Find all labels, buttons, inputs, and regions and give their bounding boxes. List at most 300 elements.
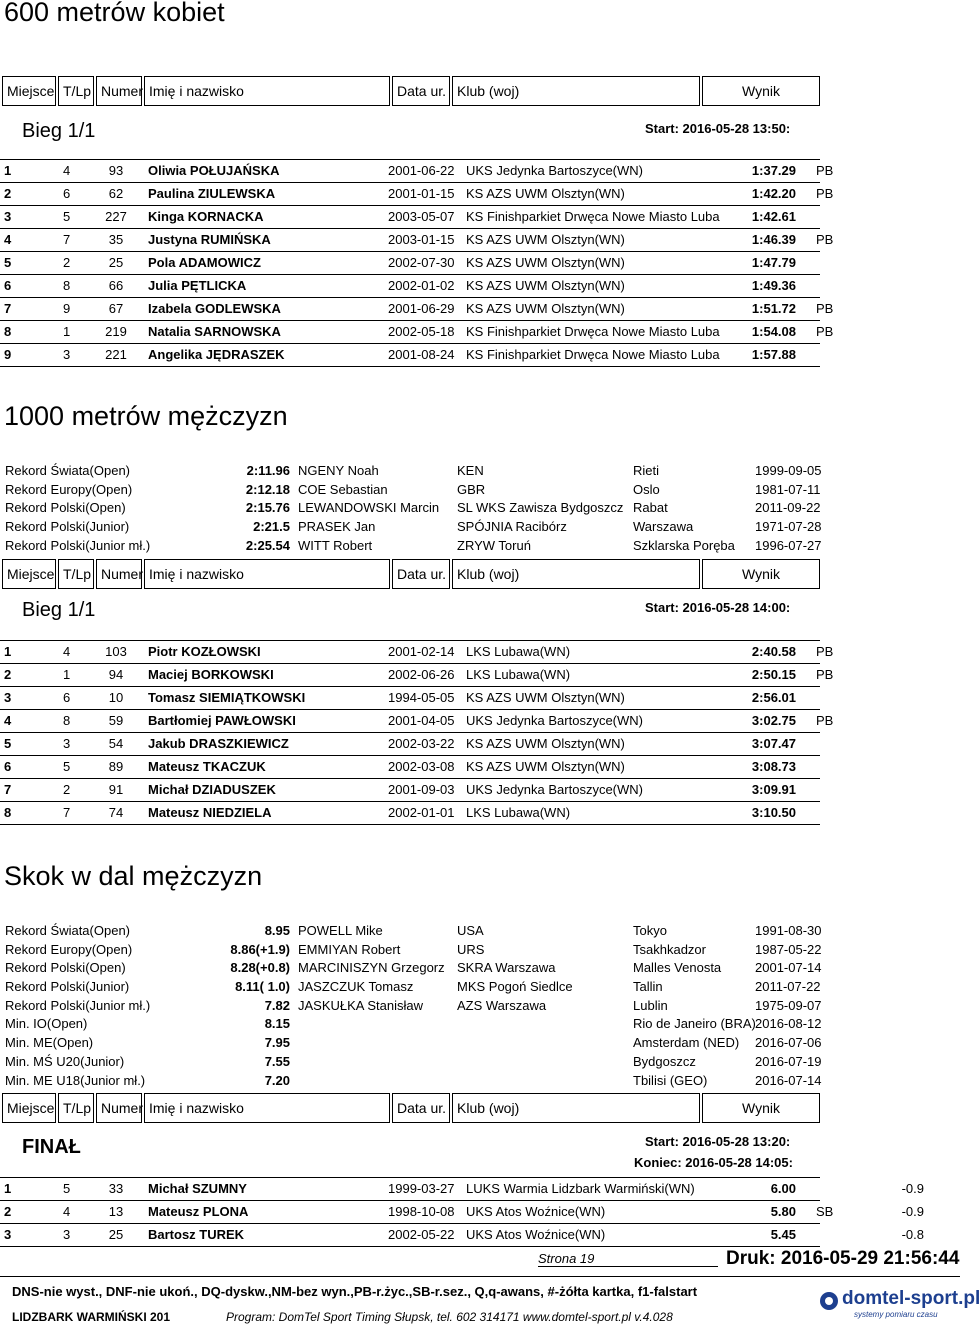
cell-dob: 1999-03-27 (388, 1181, 455, 1196)
cell-name: Bartłomiej PAWŁOWSKI (148, 713, 296, 728)
cell-place: 7 (4, 782, 12, 797)
record-result: 2:12.18 (245, 481, 290, 497)
record-city: Bydgoszcz (633, 1053, 696, 1069)
cell-number: 10 (108, 690, 124, 705)
header-number: Numer (96, 559, 142, 589)
cell-lane: 9 (63, 301, 71, 316)
cell-lane: 7 (63, 805, 71, 820)
record-label: Rekord Europy(Open) (5, 481, 133, 497)
cell-lane: 3 (63, 347, 71, 362)
record-result: 8.28(+0.8) (230, 960, 290, 976)
cell-lane: 1 (63, 667, 71, 682)
header-lane: T/Lp (58, 76, 94, 106)
record-row (0, 940, 830, 959)
record-row (0, 921, 830, 940)
cell-lane: 3 (63, 736, 71, 751)
cell-note: PB (816, 186, 834, 201)
record-row (0, 480, 830, 499)
cell-note: PB (816, 232, 834, 247)
cell-club: KS AZS UWM Olsztyn(WN) (466, 278, 625, 293)
cell-place: 8 (4, 324, 12, 339)
record-row (0, 996, 830, 1015)
cell-result: 1:37.29 (751, 163, 796, 178)
record-date: 1999-09-05 (755, 463, 822, 478)
record-name: MARCINISZYN Grzegorz (298, 960, 445, 976)
start-time: Start: 2016-05-28 14:00: (645, 600, 791, 615)
header-club: Klub (woj) (452, 76, 700, 106)
cell-name: Michał SZUMNY (148, 1181, 247, 1196)
cell-number: 66 (108, 278, 124, 293)
record-date: 2011-09-22 (755, 500, 821, 516)
record-name: EMMIYAN Robert (298, 941, 401, 957)
cell-place: 4 (4, 713, 12, 728)
cell-dob: 1998-10-08 (388, 1204, 455, 1219)
cell-result: 2:50.15 (751, 667, 796, 682)
record-result: 8.15 (264, 1016, 290, 1032)
cell-name: Tomasz SIEMIĄTKOWSKI (148, 690, 306, 705)
record-row (0, 461, 830, 480)
cell-result: 2:40.58 (751, 644, 796, 659)
cell-number: 25 (108, 255, 124, 270)
results-header (0, 76, 960, 108)
record-result: 2:21.5 (253, 519, 290, 535)
table-row (0, 802, 820, 825)
cell-name: Julia PĘTLICKA (148, 278, 247, 293)
record-label: Min. MŚ U20(Junior) (5, 1053, 125, 1069)
cell-name: Piotr KOZŁOWSKI (148, 644, 261, 659)
header-dob: Data ur. (392, 76, 450, 106)
cell-dob: 2002-05-22 (388, 1227, 455, 1242)
record-city: Oslo (633, 481, 660, 497)
record-name: JASKUŁKA Stanisław (298, 997, 424, 1013)
record-name: JASZCZUK Tomasz (298, 979, 414, 995)
cell-note: PB (816, 324, 834, 339)
record-city: Lublin (633, 997, 668, 1013)
record-city: Tbilisi (GEO) (633, 1072, 708, 1088)
table-row (0, 756, 820, 779)
record-country: SKRA Warszawa (457, 960, 556, 976)
record-city: Warszawa (633, 519, 694, 535)
results-table (0, 640, 834, 825)
cell-lane: 3 (63, 1227, 71, 1242)
heat-label: Bieg 1/1 (22, 120, 96, 142)
record-result: 8.86(+1.9) (230, 941, 290, 957)
cell-dob: 2001-06-29 (388, 301, 455, 316)
cell-number: 35 (108, 232, 124, 247)
cell-place: 3 (4, 1227, 12, 1242)
record-date: 1971-07-28 (755, 519, 822, 535)
cell-dob: 2001-04-05 (388, 713, 455, 728)
cell-name: Pola ADAMOWICZ (148, 255, 261, 270)
cell-club: KS Finishparkiet Drwęca Nowe Miasto Luba (466, 324, 720, 339)
logo-text: domtel-sport.pl (842, 1288, 980, 1309)
record-result: 7.20 (264, 1072, 290, 1088)
record-date: 2001-07-14 (755, 960, 822, 976)
cell-dob: 2001-02-14 (388, 644, 455, 659)
record-city: Rio de Janeiro (BRA) (633, 1016, 756, 1032)
record-country: MKS Pogoń Siedlce (457, 979, 573, 995)
table-row (0, 710, 834, 733)
cell-dob: 2002-01-02 (388, 278, 455, 293)
record-result: 8.11( 1.0) (235, 979, 290, 995)
record-country: GBR (457, 481, 486, 497)
cell-place: 7 (4, 301, 12, 316)
cell-club: KS AZS UWM Olsztyn(WN) (466, 690, 625, 705)
cell-name: Izabela GODLEWSKA (148, 301, 281, 316)
cell-name: Paulina ZIULEWSKA (148, 186, 276, 201)
header-place: Miejsce (2, 76, 56, 106)
cell-name: Jakub DRASZKIEWICZ (148, 736, 289, 751)
cell-lane: 6 (63, 186, 71, 201)
cell-club: UKS Atos Woźnice(WN) (466, 1227, 606, 1242)
record-row (0, 958, 830, 977)
records-table (0, 461, 830, 554)
event-location: LIDZBARK WARMIŃSKI 201 (12, 1310, 171, 1324)
record-row (0, 498, 830, 517)
cell-result: 1:42.20 (751, 186, 796, 201)
cell-lane: 8 (63, 278, 71, 293)
header-lane: T/Lp (58, 1093, 94, 1123)
table-row (0, 321, 834, 344)
cell-result: 1:46.39 (751, 232, 796, 247)
record-row (0, 517, 830, 536)
cell-place: 1 (4, 163, 12, 178)
record-date: 1981-07-11 (755, 481, 821, 497)
header-result: Wynik (702, 559, 820, 589)
cell-place: 2 (4, 667, 12, 682)
record-country: SPÓJNIA Racibórz (457, 519, 567, 535)
cell-number: 227 (105, 209, 127, 224)
record-result: 2:15.76 (245, 500, 290, 516)
cell-club: UKS Atos Woźnice(WN) (466, 1204, 606, 1219)
cell-number: 25 (108, 1227, 124, 1242)
cell-place: 3 (4, 690, 12, 705)
cell-club: KS AZS UWM Olsztyn(WN) (466, 186, 625, 201)
record-name: COE Sebastian (298, 481, 388, 497)
cell-number: 54 (108, 736, 124, 751)
event-title: Skok w dal mężczyzn (4, 861, 263, 891)
table-row (0, 252, 820, 275)
header-name: Imię i nazwisko (144, 1093, 390, 1123)
results-header (0, 559, 960, 591)
cell-dob: 2002-03-22 (388, 736, 455, 751)
header-number: Numer (96, 76, 142, 106)
table-row (0, 641, 834, 664)
record-row (0, 536, 830, 555)
record-result: 2:25.54 (245, 537, 290, 553)
record-city: Szklarska Poręba (633, 537, 735, 553)
cell-lane: 4 (63, 1204, 71, 1219)
cell-club: LKS Lubawa(WN) (466, 805, 571, 820)
cell-place: 2 (4, 1204, 12, 1219)
record-date: 1991-08-30 (755, 923, 822, 938)
print-timestamp: Druk: 2016-05-29 21:56:44 (726, 1248, 960, 1269)
record-date: 2016-08-12 (755, 1016, 822, 1032)
cell-club: UKS Jedynka Bartoszyce(WN) (466, 782, 643, 797)
record-label: Rekord Polski(Junior mł.) (5, 537, 151, 553)
cell-number: 13 (108, 1204, 124, 1219)
domtel-logo (820, 1288, 980, 1324)
cell-dob: 2001-08-24 (388, 347, 455, 362)
header-dob: Data ur. (392, 1093, 450, 1123)
record-label: Rekord Europy(Open) (5, 941, 133, 957)
cell-club: UKS Jedynka Bartoszyce(WN) (466, 713, 643, 728)
cell-lane: 4 (63, 644, 71, 659)
cell-number: 74 (108, 805, 124, 820)
cell-note: PB (816, 644, 834, 659)
cell-club: UKS Jedynka Bartoszyce(WN) (466, 163, 643, 178)
cell-result: 5.45 (770, 1227, 796, 1242)
cell-place: 6 (4, 759, 12, 774)
record-date: 1996-07-27 (755, 537, 822, 553)
record-country: KEN (457, 463, 484, 478)
cell-place: 5 (4, 736, 12, 751)
cell-name: Mateusz NIEDZIELA (148, 805, 272, 820)
record-result: 7.55 (264, 1053, 290, 1069)
cell-result: 3:07.47 (751, 736, 796, 751)
cell-club: KS AZS UWM Olsztyn(WN) (466, 255, 625, 270)
cell-note: PB (816, 713, 834, 728)
cell-lane: 5 (63, 759, 71, 774)
cell-number: 33 (108, 1181, 124, 1196)
program-credit: Program: DomTel Sport Timing Słupsk, tel. 602 314171 www.domtel-sport.pl v.4.028 (226, 1310, 673, 1324)
cell-result: 3:10.50 (751, 805, 796, 820)
record-name: WITT Robert (298, 537, 373, 553)
cell-dob: 2003-01-15 (388, 232, 455, 247)
record-label: Min. ME U18(Junior mł.) (5, 1072, 146, 1088)
cell-result: 1:42.61 (751, 209, 796, 224)
cell-club: KS AZS UWM Olsztyn(WN) (466, 301, 625, 316)
cell-place: 4 (4, 232, 12, 247)
cell-number: 59 (108, 713, 124, 728)
cell-lane: 5 (63, 209, 71, 224)
header-name: Imię i nazwisko (144, 559, 390, 589)
cell-place: 2 (4, 186, 12, 201)
record-country: AZS Warszawa (457, 997, 547, 1013)
record-date: 2016-07-19 (755, 1053, 822, 1069)
record-date: 1975-09-07 (755, 997, 822, 1013)
record-city: Amsterdam (NED) (633, 1035, 740, 1051)
cell-name: Bartosz TUREK (148, 1227, 245, 1242)
event-title: 600 metrów kobiet (4, 0, 225, 27)
table-row (0, 687, 820, 710)
cell-dob: 2002-01-01 (388, 805, 455, 820)
cell-result: 1:47.79 (751, 255, 796, 270)
record-result: 8.95 (264, 923, 290, 938)
record-name: POWELL Mike (298, 923, 383, 938)
record-row (0, 1014, 830, 1033)
header-name: Imię i nazwisko (144, 76, 390, 106)
heat-label: Bieg 1/1 (22, 599, 96, 621)
record-row (0, 977, 830, 996)
cell-name: Mateusz PLONA (148, 1204, 249, 1219)
header-lane: T/Lp (58, 559, 94, 589)
cell-name: Justyna RUMIŃSKA (148, 232, 271, 247)
cell-dob: 2002-03-08 (388, 759, 455, 774)
event-title: 1000 metrów mężczyzn (4, 401, 288, 431)
table-row (0, 733, 820, 756)
header-result: Wynik (702, 76, 820, 106)
abbreviation-legend: DNS-nie wyst., DNF-nie ukoń., DQ-dyskw.,NM-bez wyn.,PB-r.życ.,SB-r.sez., Q,q-awans, #-żółta kartka, f1-falstart (12, 1284, 698, 1299)
cell-result: 1:51.72 (751, 301, 796, 316)
cell-note: SB (816, 1204, 834, 1219)
cell-dob: 2002-05-18 (388, 324, 455, 339)
record-row (0, 1071, 830, 1090)
page-number: Strona 19 (538, 1251, 718, 1267)
record-date: 2011-07-22 (755, 979, 821, 995)
cell-name: Kinga KORNACKA (148, 209, 264, 224)
cell-number: 94 (108, 667, 124, 682)
record-name: PRASEK Jan (298, 519, 376, 535)
cell-name: Maciej BORKOWSKI (148, 667, 274, 682)
cell-name: Angelika JĘDRASZEK (148, 347, 285, 362)
table-row (0, 229, 834, 252)
record-date: 2016-07-14 (755, 1072, 822, 1088)
cell-place: 9 (4, 347, 12, 362)
table-row (0, 160, 834, 183)
cell-dob: 2002-06-26 (388, 667, 455, 682)
record-country: ZRYW Toruń (457, 537, 531, 553)
cell-place: 1 (4, 1181, 12, 1196)
cell-wind: -0.9 (901, 1204, 924, 1219)
record-date: 1987-05-22 (755, 941, 822, 957)
cell-note: PB (816, 667, 834, 682)
heat-label: FINAŁ (22, 1136, 81, 1158)
cell-place: 3 (4, 209, 12, 224)
cell-number: 89 (108, 759, 124, 774)
record-label: Rekord Polski(Open) (5, 960, 126, 976)
record-label: Rekord Świata(Open) (5, 463, 130, 478)
footer-divider (0, 1276, 960, 1277)
cell-name: Oliwia POŁUJAŃSKA (148, 163, 280, 178)
record-label: Min. IO(Open) (5, 1016, 88, 1032)
table-row (0, 1224, 924, 1247)
cell-club: KS AZS UWM Olsztyn(WN) (466, 759, 625, 774)
record-city: Tallin (633, 979, 663, 995)
cell-dob: 2001-09-03 (388, 782, 455, 797)
record-label: Rekord Świata(Open) (5, 923, 130, 938)
cell-result: 5.80 (770, 1204, 796, 1219)
header-place: Miejsce (2, 559, 56, 589)
cell-lane: 1 (63, 324, 71, 339)
cell-dob: 2002-07-30 (388, 255, 455, 270)
record-country: SL WKS Zawisza Bydgoszcz (457, 500, 624, 516)
record-label: Rekord Polski(Junior) (5, 519, 130, 535)
cell-dob: 2001-06-22 (388, 163, 455, 178)
record-city: Rieti (633, 463, 660, 478)
results-table (0, 1177, 924, 1247)
table-row (0, 1178, 924, 1201)
cell-lane: 6 (63, 690, 71, 705)
cell-club: LKS Lubawa(WN) (466, 667, 571, 682)
cell-dob: 2003-05-07 (388, 209, 455, 224)
records-table (0, 921, 830, 1089)
cell-number: 67 (108, 301, 124, 316)
record-country: USA (457, 923, 484, 938)
cell-dob: 2001-01-15 (388, 186, 455, 201)
cell-club: KS Finishparkiet Drwęca Nowe Miasto Luba (466, 347, 720, 362)
record-city: Rabat (633, 500, 668, 516)
header-club: Klub (woj) (452, 559, 700, 589)
header-number: Numer (96, 1093, 142, 1123)
cell-place: 1 (4, 644, 12, 659)
record-label: Min. ME(Open) (5, 1035, 94, 1051)
record-city: Tokyo (633, 923, 667, 938)
table-row (0, 183, 834, 206)
record-row (0, 1052, 830, 1071)
cell-name: Mateusz TKACZUK (148, 759, 266, 774)
logo-subtitle: systemy pomiaru czasu (854, 1310, 938, 1319)
cell-club: KS AZS UWM Olsztyn(WN) (466, 232, 625, 247)
end-time: Koniec: 2016-05-28 14:05: (634, 1155, 793, 1170)
cell-lane: 7 (63, 232, 71, 247)
cell-club: KS AZS UWM Olsztyn(WN) (466, 736, 625, 751)
cell-result: 3:09.91 (751, 782, 796, 797)
cell-lane: 2 (63, 255, 71, 270)
table-row (0, 779, 820, 802)
start-time: Start: 2016-05-28 13:50: (645, 121, 791, 136)
cell-result: 3:02.75 (751, 713, 796, 728)
cell-name: Michał DZIADUSZEK (148, 782, 276, 797)
record-label: Rekord Polski(Open) (5, 500, 126, 516)
table-row (0, 298, 834, 321)
record-result: 7.95 (264, 1035, 290, 1051)
record-city: Tsakhkadzor (633, 941, 706, 957)
cell-lane: 4 (63, 163, 71, 178)
cell-number: 93 (108, 163, 124, 178)
cell-result: 1:49.36 (751, 278, 796, 293)
cell-note: PB (816, 301, 834, 316)
results-table (0, 159, 834, 367)
cell-place: 5 (4, 255, 12, 270)
record-country: URS (457, 941, 485, 957)
header-place: Miejsce (2, 1093, 56, 1123)
table-row (0, 664, 834, 687)
table-row (0, 344, 820, 367)
cell-wind: -0.9 (901, 1181, 924, 1196)
cell-number: 221 (105, 347, 127, 362)
cell-number: 103 (105, 644, 127, 659)
record-row (0, 1033, 830, 1052)
start-time: Start: 2016-05-28 13:20: (645, 1134, 791, 1149)
results-header (0, 1093, 960, 1125)
cell-club: LUKS Warmia Lidzbark Warmiński(WN) (466, 1181, 695, 1196)
header-club: Klub (woj) (452, 1093, 700, 1123)
record-label: Rekord Polski(Junior) (5, 979, 130, 995)
cell-lane: 8 (63, 713, 71, 728)
cell-result: 3:08.73 (751, 759, 796, 774)
cell-result: 2:56.01 (751, 690, 796, 705)
record-city: Malles Venosta (633, 960, 722, 976)
cell-number: 219 (105, 324, 127, 339)
record-date: 2016-07-06 (755, 1035, 822, 1051)
header-dob: Data ur. (392, 559, 450, 589)
cell-note: PB (816, 163, 834, 178)
cell-lane: 5 (63, 1181, 71, 1196)
cell-place: 6 (4, 278, 12, 293)
cell-result: 6.00 (770, 1181, 796, 1196)
cell-wind: -0.8 (901, 1227, 924, 1242)
logo-mark-icon (820, 1292, 838, 1310)
record-result: 7.82 (264, 997, 290, 1013)
cell-place: 8 (4, 805, 12, 820)
cell-lane: 2 (63, 782, 71, 797)
record-name: NGENY Noah (298, 463, 379, 478)
table-row (0, 206, 820, 229)
cell-result: 1:54.08 (751, 324, 796, 339)
cell-number: 62 (108, 186, 124, 201)
cell-result: 1:57.88 (751, 347, 796, 362)
